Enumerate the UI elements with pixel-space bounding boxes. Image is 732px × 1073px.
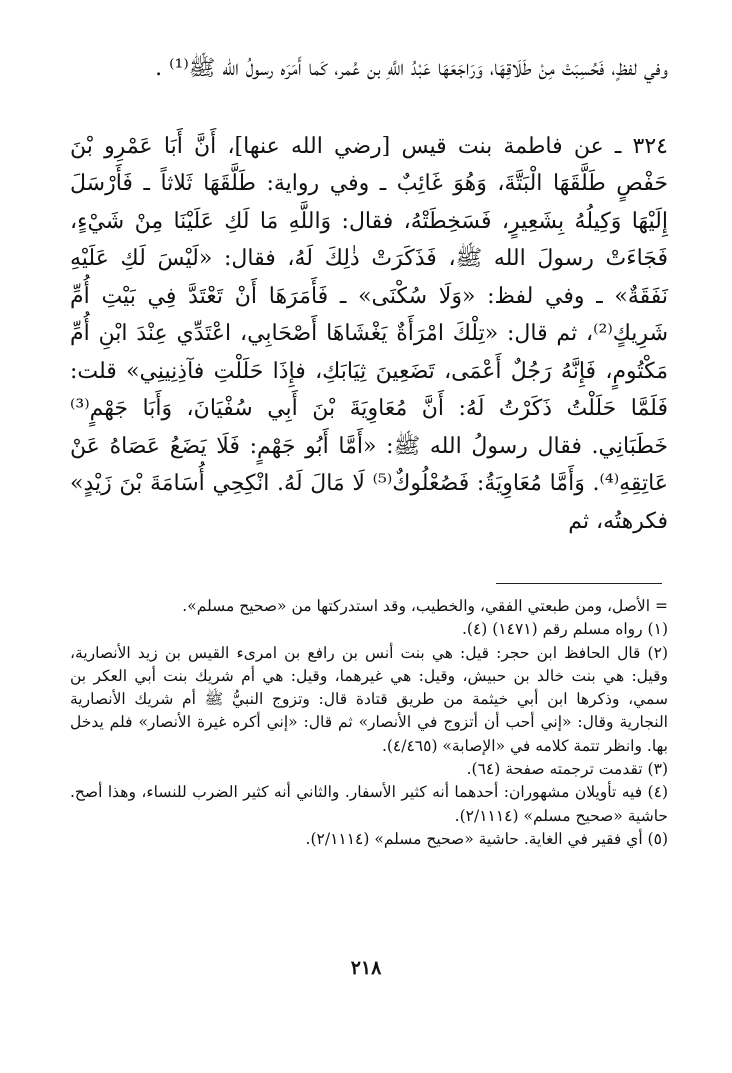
- main-text: [70, 50, 668, 540]
- hadith-324-paragraph: ٣٢٤ ـ عن فاطمة بنت قيس [رضي الله عنها]، أَنَّ أَبَا عَمْرِو بْنَ حَفْصٍ طَلَّقَهَا الْبَتَّةَ، وَهُوَ غَائِبٌ ـ وفي رواية: طَلَّقَهَا ثَلاثاً ـ فَأَرْسَلَ إِلَيْهَا وَكِيلُهُ بِشَعِيرٍ، فَسَخِطَتْهُ، فقال: وَاللَّهِ مَا لَكِ عَلَيْنَا مِنْ شَيْءٍ، فَجَاءَتْ رسولَ الله ﷺ، فَذَكَرَتْ ذٰلِكَ لَهُ، فقال: «لَيْسَ لَكِ عَلَيْهِ نَفَقَةٌ» ـ وفي لفظ: «وَلَا سُكْنَى» ـ فَأَمَرَهَا أَنْ تَعْتَدَّ فِي بَيْتِ أُمِّ شَرِيكٍ⁽²⁾، ثم قال: «تِلْكَ امْرَأَةٌ يَغْشَاهَا أَصْحَابِي، اعْتَدِّي عِنْدَ ابْنِ أُمِّ مَكْتُومٍ، فَإِنَّهُ رَجُلٌ أَعْمَى، تَضَعِينَ ثِيَابَكِ، فإِذَا حَلَلْتِ فآذِنِينِي» قلت: فَلَمَّا حَلَلْتُ ذَكَرْتُ لَهُ: أَنَّ مُعَاوِيَةَ بْنَ أَبِي سُفْيَانَ، وَأَبَا جَهْمٍ⁽³⁾ خَطَبَانِي. فقال رسولُ الله ﷺ: «أَمَّا أَبُو جَهْمٍ: فَلَا يَضَعُ عَصَاهُ عَنْ عَاتِقِهِ⁽⁴⁾. وَأَمَّا مُعَاوِيَةُ: فَصُعْلُوكٌ⁽⁵⁾ لَا مَالَ لَهُ. انْكِحِي أُسَامَةَ بْنَ زَيْدٍ» فكرهتُه، ثم: [70, 133, 668, 534]
- hadith-continuation-paragraph: وفي لفظٍ، فَحُسِبَتْ مِنْ طَلَاقِهَا، وَرَاجَعَهَا عَبْدُ اللَّهِ بن عُمر، كَما أَمَرَه رسولُ الله ﷺ⁽¹⁾ .: [155, 56, 668, 81]
- footnote-1: (١) رواه مسلم رقم (١٤٧١) (٤).: [461, 620, 668, 639]
- footnote-2: (٢) قال الحافظ ابن حجر: قيل: هي بنت أنس بن رافع بن امرىء القيس بن زيد الأنصارية، وقيل: هي بنت خالد بن حبيش، وقيل: هي غيرهما، وقيل: هي أم شريك بنت أبي العكر بن سمي، وذكرها ابن أبي خيثمة من طريق قتادة قال: وتزوج النبيُّ ﷺ أم شريك الأنصارية النجارية وقال: «إني أحب أن أتزوج في الأنصار» ثم قال: «إني أكره غيرة الأنصار» فلم يدخل بها. وانظر تتمة كلامه في «الإصابة» (٤/٤٦٥).: [70, 643, 668, 755]
- footnotes: [70, 595, 668, 851]
- footnote-4: (٤) فيه تأويلان مشهوران: أحدهما أنه كثير الأسفار. والثاني أنه كثير الضرب للنساء، وهذا أصح. حاشية «صحيح مسلم» (٢/١١١٤).: [70, 783, 668, 825]
- page-number: ٢١٨: [350, 957, 382, 979]
- footnote-continuation: = الأصل، ومن طبعتي الفقي، والخطيب، وقد استدركتها من «صحيح مسلم».: [182, 597, 668, 615]
- footnote-3: (٣) تقدمت ترجمته صفحة (٦٤).: [466, 760, 668, 779]
- footnote-divider: [496, 583, 662, 584]
- footnote-5: (٥) أي فقير في الغاية. حاشية «صحيح مسلم» (٢/١١١٤).: [305, 829, 668, 848]
